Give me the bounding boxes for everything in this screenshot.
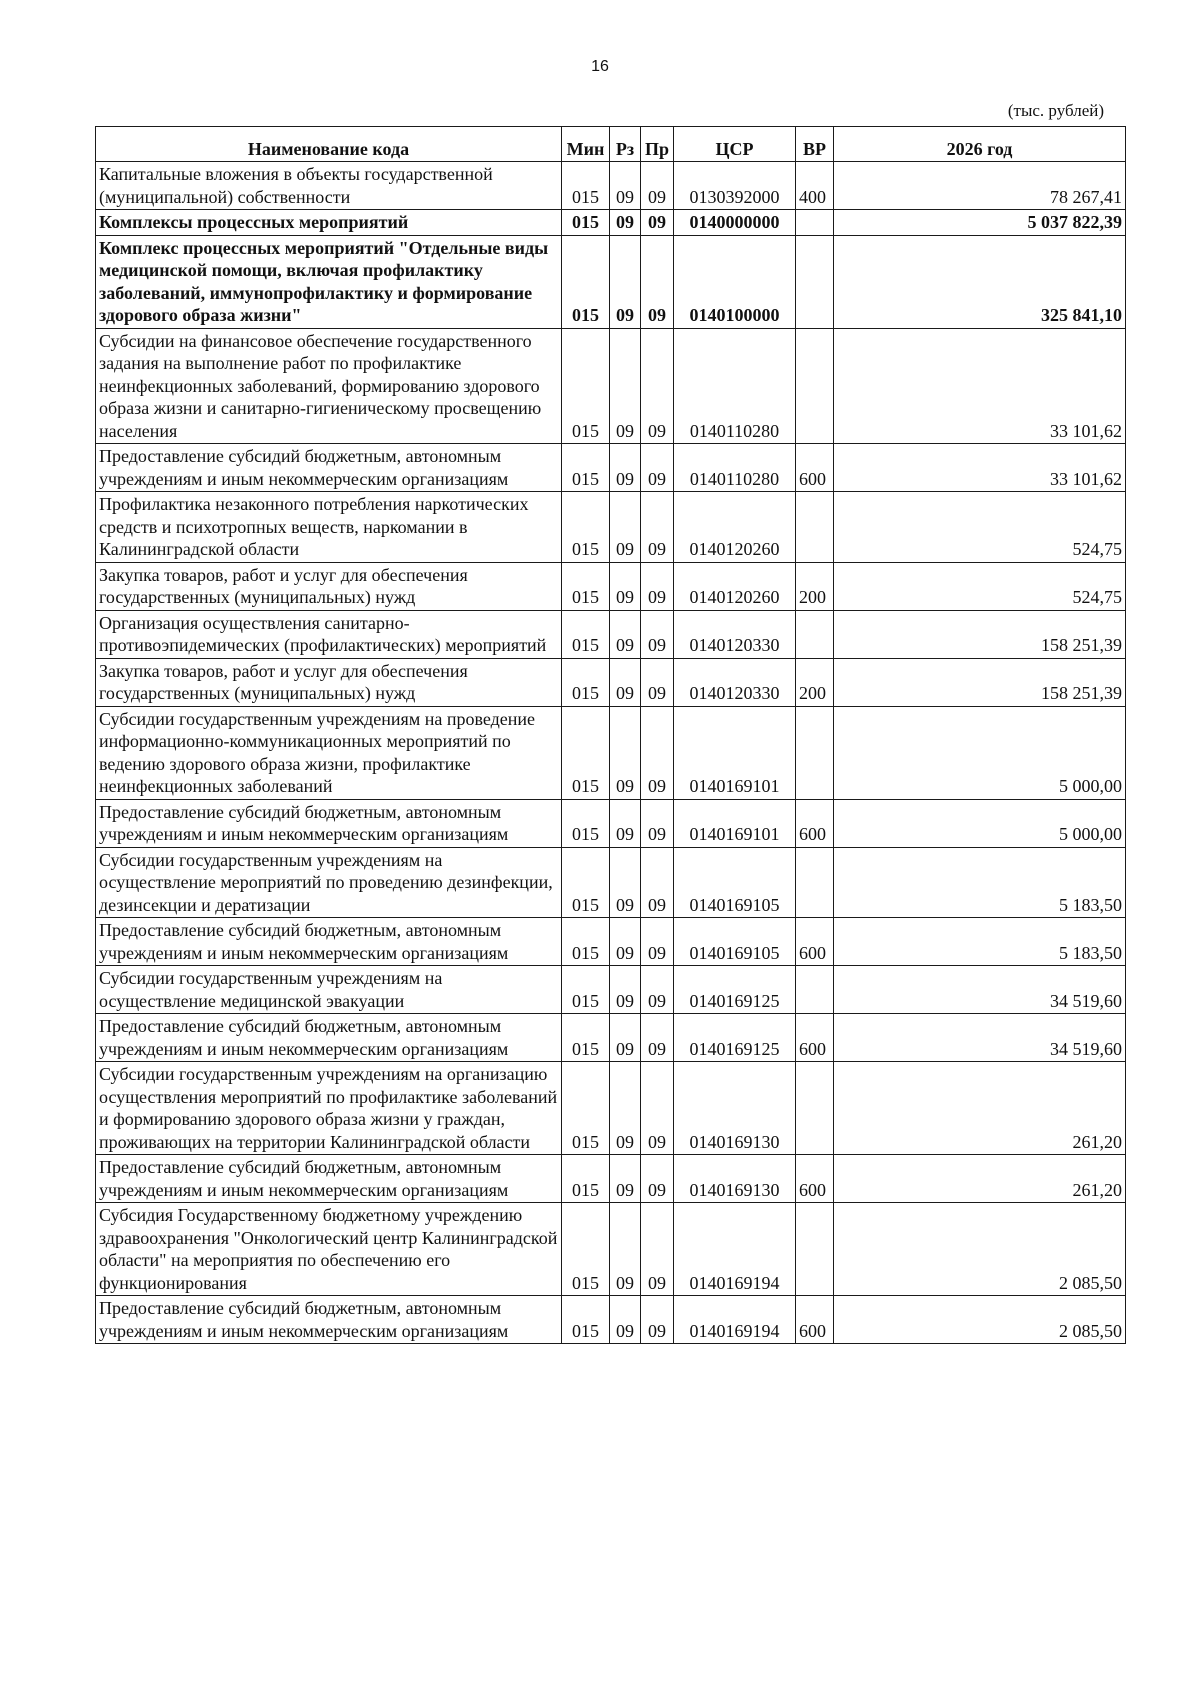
row-csr: 0140169105 <box>674 918 796 966</box>
row-vr <box>796 235 834 328</box>
row-pr: 09 <box>641 1203 674 1296</box>
row-min: 015 <box>562 706 610 799</box>
row-rz: 09 <box>610 444 641 492</box>
row-amount: 524,75 <box>834 562 1126 610</box>
row-amount: 78 267,41 <box>834 162 1126 210</box>
row-rz: 09 <box>610 1062 641 1155</box>
row-amount: 34 519,60 <box>834 1014 1126 1062</box>
row-rz: 09 <box>610 492 641 563</box>
row-name: Предоставление субсидий бюджетным, автономным учреждениям и иным некоммерческим организациям <box>96 918 562 966</box>
row-amount: 158 251,39 <box>834 658 1126 706</box>
row-pr: 09 <box>641 799 674 847</box>
row-csr: 0130392000 <box>674 162 796 210</box>
row-vr: 200 <box>796 562 834 610</box>
row-csr: 0140169125 <box>674 1014 796 1062</box>
row-vr: 600 <box>796 799 834 847</box>
row-min: 015 <box>562 444 610 492</box>
row-csr: 0140120260 <box>674 492 796 563</box>
row-amount: 34 519,60 <box>834 966 1126 1014</box>
row-min: 015 <box>562 562 610 610</box>
row-name: Предоставление субсидий бюджетным, автономным учреждениям и иным некоммерческим организациям <box>96 799 562 847</box>
row-amount: 325 841,10 <box>834 235 1126 328</box>
row-min: 015 <box>562 610 610 658</box>
row-name: Закупка товаров, работ и услуг для обеспечения государственных (муниципальных) нужд <box>96 658 562 706</box>
row-csr: 0140120260 <box>674 562 796 610</box>
row-csr: 0140169101 <box>674 706 796 799</box>
row-pr: 09 <box>641 562 674 610</box>
row-pr: 09 <box>641 1296 674 1344</box>
row-vr <box>796 328 834 444</box>
row-vr: 600 <box>796 1014 834 1062</box>
row-amount: 33 101,62 <box>834 444 1126 492</box>
row-csr: 0140169194 <box>674 1296 796 1344</box>
row-vr: 600 <box>796 444 834 492</box>
row-min: 015 <box>562 799 610 847</box>
table-row <box>96 210 1126 236</box>
row-min: 015 <box>562 918 610 966</box>
row-min: 015 <box>562 210 610 236</box>
row-csr: 0140169125 <box>674 966 796 1014</box>
row-pr: 09 <box>641 966 674 1014</box>
row-vr: 200 <box>796 658 834 706</box>
header-rz: Рз <box>610 127 641 162</box>
row-vr <box>796 706 834 799</box>
header-min: Мин <box>562 127 610 162</box>
table-row <box>96 328 1126 444</box>
row-vr <box>796 210 834 236</box>
table-row <box>96 562 1126 610</box>
row-rz: 09 <box>610 1203 641 1296</box>
row-vr <box>796 610 834 658</box>
row-min: 015 <box>562 1155 610 1203</box>
row-vr <box>796 966 834 1014</box>
row-csr: 0140110280 <box>674 444 796 492</box>
row-amount: 261,20 <box>834 1062 1126 1155</box>
row-min: 015 <box>562 1014 610 1062</box>
row-rz: 09 <box>610 966 641 1014</box>
row-vr: 600 <box>796 918 834 966</box>
row-vr <box>796 492 834 563</box>
row-vr: 600 <box>796 1155 834 1203</box>
row-pr: 09 <box>641 1062 674 1155</box>
row-pr: 09 <box>641 918 674 966</box>
row-min: 015 <box>562 658 610 706</box>
table-row <box>96 610 1126 658</box>
row-min: 015 <box>562 1062 610 1155</box>
row-amount: 2 085,50 <box>834 1203 1126 1296</box>
row-csr: 0140120330 <box>674 610 796 658</box>
header-year: 2026 год <box>834 127 1126 162</box>
row-name: Субсидии государственным учреждениям на организацию осуществления мероприятий по профилактике заболеваний и формированию здорового образа жизни у граждан, проживающих на территории Калининградской области <box>96 1062 562 1155</box>
row-amount: 261,20 <box>834 1155 1126 1203</box>
row-vr <box>796 1203 834 1296</box>
table-row <box>96 492 1126 563</box>
table-row <box>96 918 1126 966</box>
row-name: Предоставление субсидий бюджетным, автономным учреждениям и иным некоммерческим организациям <box>96 1296 562 1344</box>
row-rz: 09 <box>610 847 641 918</box>
row-vr: 400 <box>796 162 834 210</box>
units-label: (тыс. рублей) <box>1007 101 1104 120</box>
table-body <box>96 162 1126 1344</box>
row-name: Организация осуществления санитарно-противоэпидемических (профилактических) мероприятий <box>96 610 562 658</box>
header-pr: Пр <box>641 127 674 162</box>
table-row <box>96 444 1126 492</box>
header-name: Наименование кода <box>96 127 562 162</box>
row-pr: 09 <box>641 492 674 563</box>
row-pr: 09 <box>641 847 674 918</box>
row-amount: 5 183,50 <box>834 918 1126 966</box>
table-row <box>96 1062 1126 1155</box>
table-row <box>96 847 1126 918</box>
row-name: Предоставление субсидий бюджетным, автономным учреждениям и иным некоммерческим организациям <box>96 444 562 492</box>
row-amount: 5 000,00 <box>834 799 1126 847</box>
row-min: 015 <box>562 328 610 444</box>
row-csr: 0140120330 <box>674 658 796 706</box>
row-name: Профилактика незаконного потребления наркотических средств и психотропных веществ, наркомании в Калининградской области <box>96 492 562 563</box>
row-rz: 09 <box>610 562 641 610</box>
row-min: 015 <box>562 847 610 918</box>
row-min: 015 <box>562 492 610 563</box>
page-number: 16 <box>591 58 609 75</box>
row-rz: 09 <box>610 918 641 966</box>
row-rz: 09 <box>610 210 641 236</box>
row-min: 015 <box>562 966 610 1014</box>
row-amount: 158 251,39 <box>834 610 1126 658</box>
table-row <box>96 1155 1126 1203</box>
row-rz: 09 <box>610 328 641 444</box>
table-row <box>96 706 1126 799</box>
row-vr <box>796 1062 834 1155</box>
row-rz: 09 <box>610 799 641 847</box>
row-name: Капитальные вложения в объекты государственной (муниципальной) собственности <box>96 162 562 210</box>
row-min: 015 <box>562 1296 610 1344</box>
header-vr: ВР <box>796 127 834 162</box>
row-csr: 0140100000 <box>674 235 796 328</box>
table-row <box>96 1296 1126 1344</box>
row-amount: 5 183,50 <box>834 847 1126 918</box>
row-csr: 0140110280 <box>674 328 796 444</box>
table-row <box>96 235 1126 328</box>
row-name: Субсидии государственным учреждениям на осуществление медицинской эвакуации <box>96 966 562 1014</box>
row-pr: 09 <box>641 235 674 328</box>
table-header-row <box>96 127 1126 162</box>
row-rz: 09 <box>610 610 641 658</box>
row-amount: 524,75 <box>834 492 1126 563</box>
row-vr <box>796 847 834 918</box>
row-csr: 0140169130 <box>674 1062 796 1155</box>
row-pr: 09 <box>641 444 674 492</box>
row-rz: 09 <box>610 1014 641 1062</box>
table-row <box>96 1014 1126 1062</box>
table-row <box>96 658 1126 706</box>
row-csr: 0140169194 <box>674 1203 796 1296</box>
row-pr: 09 <box>641 706 674 799</box>
row-pr: 09 <box>641 328 674 444</box>
row-name: Предоставление субсидий бюджетным, автономным учреждениям и иным некоммерческим организациям <box>96 1155 562 1203</box>
row-amount: 5 037 822,39 <box>834 210 1126 236</box>
row-pr: 09 <box>641 610 674 658</box>
row-rz: 09 <box>610 706 641 799</box>
row-csr: 0140169105 <box>674 847 796 918</box>
row-name: Субсидии государственным учреждениям на осуществление мероприятий по проведению дезинфекции, дезинсекции и дератизации <box>96 847 562 918</box>
table-row <box>96 966 1126 1014</box>
row-name: Комплекс процессных мероприятий "Отдельные виды медицинской помощи, включая профилактику заболеваний, иммунопрофилактику и формирование здорового образа жизни" <box>96 235 562 328</box>
row-name: Субсидии государственным учреждениям на проведение информационно-коммуникационных мероприятий по ведению здорового образа жизни, профилактике неинфекционных заболеваний <box>96 706 562 799</box>
row-amount: 33 101,62 <box>834 328 1126 444</box>
row-name: Субсидия Государственному бюджетному учреждению здравоохранения "Онкологический центр Калининградской области" на мероприятия по обеспечению его функционирования <box>96 1203 562 1296</box>
table-row <box>96 1203 1126 1296</box>
row-name: Предоставление субсидий бюджетным, автономным учреждениям и иным некоммерческим организациям <box>96 1014 562 1062</box>
row-pr: 09 <box>641 162 674 210</box>
row-amount: 5 000,00 <box>834 706 1126 799</box>
row-csr: 0140169130 <box>674 1155 796 1203</box>
row-csr: 0140000000 <box>674 210 796 236</box>
row-rz: 09 <box>610 658 641 706</box>
row-min: 015 <box>562 235 610 328</box>
row-pr: 09 <box>641 1014 674 1062</box>
row-csr: 0140169101 <box>674 799 796 847</box>
row-pr: 09 <box>641 210 674 236</box>
row-pr: 09 <box>641 658 674 706</box>
table-row <box>96 162 1126 210</box>
row-rz: 09 <box>610 235 641 328</box>
row-name: Комплексы процессных мероприятий <box>96 210 562 236</box>
row-amount: 2 085,50 <box>834 1296 1126 1344</box>
row-min: 015 <box>562 1203 610 1296</box>
row-vr: 600 <box>796 1296 834 1344</box>
row-min: 015 <box>562 162 610 210</box>
row-name: Субсидии на финансовое обеспечение государственного задания на выполнение работ по профилактике неинфекционных заболеваний, формированию здорового образа жизни и санитарно-гигиеническому просвещению населения <box>96 328 562 444</box>
row-name: Закупка товаров, работ и услуг для обеспечения государственных (муниципальных) нужд <box>96 562 562 610</box>
row-rz: 09 <box>610 1296 641 1344</box>
budget-table <box>95 126 1126 1344</box>
table-row <box>96 799 1126 847</box>
header-csr: ЦСР <box>674 127 796 162</box>
row-rz: 09 <box>610 162 641 210</box>
row-pr: 09 <box>641 1155 674 1203</box>
row-rz: 09 <box>610 1155 641 1203</box>
